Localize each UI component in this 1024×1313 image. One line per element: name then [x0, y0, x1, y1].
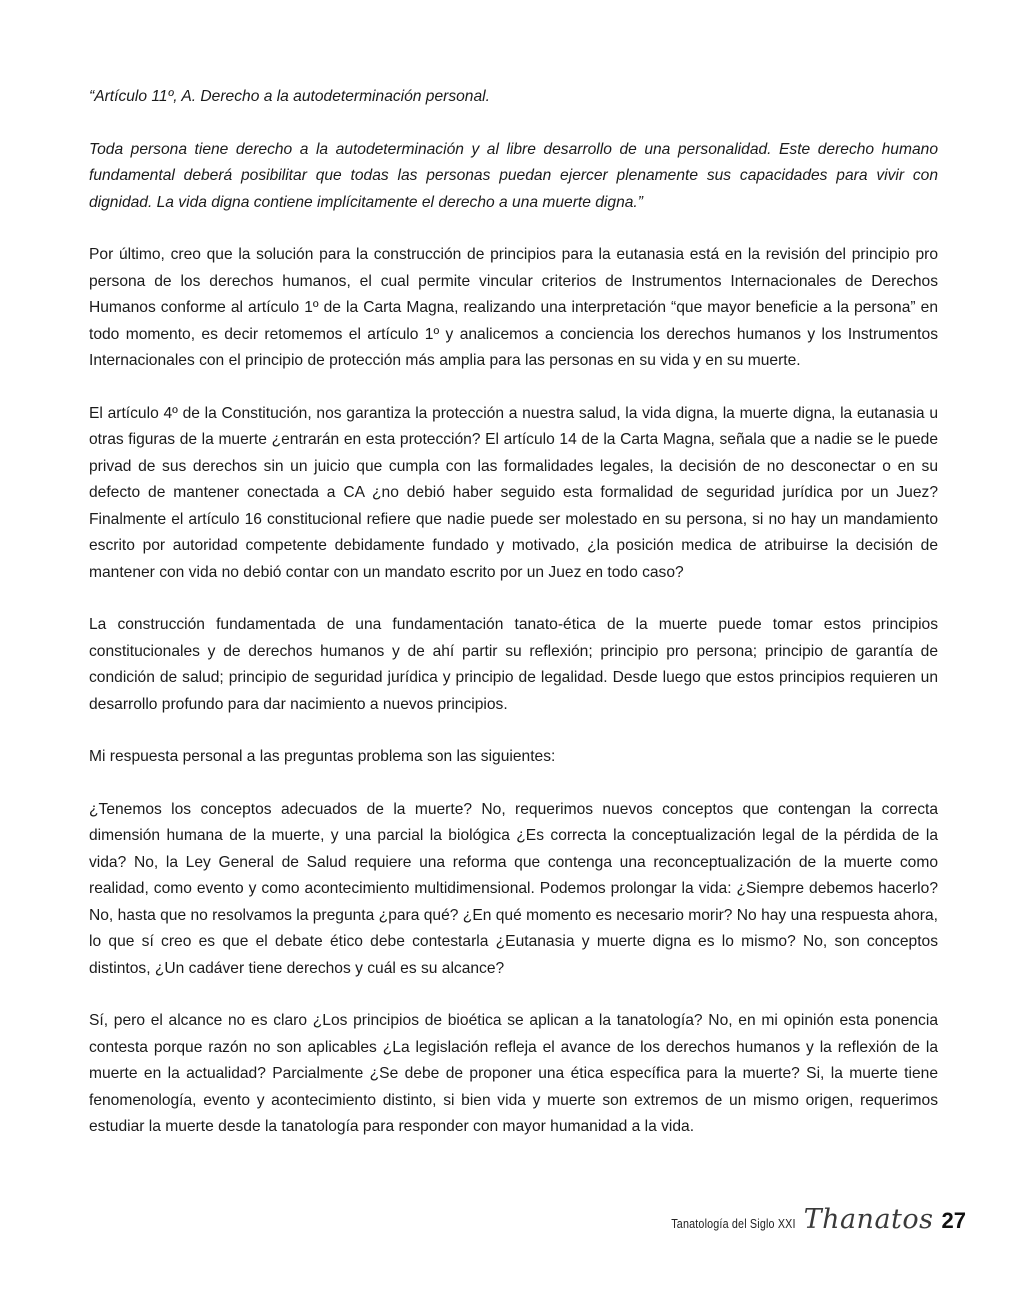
document-body	[89, 84, 938, 1167]
paragraph-pro-persona: Por último, creo que la solución para la construcción de principios para la eutanasia está en la revisión del principio pro persona de los derechos humanos, el cual permite vincular criterios de Instrumentos Internacionales de Derechos Humanos conforme al artículo 1º de la Carta Magna, realizando una interpretación “que mayor beneficie a la persona” en todo momento, es decir retomemos el artículo 1º y analicemos a conciencia los derechos humanos y los Instrumentos Internacionales con el principio de protección más amplia para las personas en su vida y en su muerte.	[89, 246, 938, 369]
paragraph-answers-two: Sí, pero el alcance no es claro ¿Los principios de bioética se aplican a la tanatología? No, en mi opinión esta ponencia contesta porque razón no son aplicables ¿La legislación refleja el avance de los derechos humanos y la reflexión de la muerte en la actualidad? Parcialmente ¿Se debe de proponer una ética específica para la muerte? Si, la muerte tiene fenomenología, evento y acontecimiento distinto, si bien vida y muerte son extremos de un mismo origen, requerimos estudiar la muerte desde la tanatología para responder con mayor humanidad a la vida.	[89, 1012, 938, 1135]
paragraph-constitution-articles: El artículo 4º de la Constitución, nos garantiza la protección a nuestra salud, la vida digna, la muerte digna, la eutanasia u otras figuras de la muerte ¿entrarán en esta protección? El artículo 14 de la Carta Magna, señala que a nadie se le puede privad de sus derechos sin un juicio que cumpla con las formalidades legales, la decisión de no desconectar o en su defecto de mantener conectada a CA ¿no debió haber seguido esta formalidad de seguridad jurídica por un Juez? Finalmente el artículo 16 constitucional refiere que nadie puede ser molestado en su persona, si no hay un mandamiento escrito por autoridad competente debidamente fundado y motivado, ¿la posición medica de atribuirse la decisión de mantener con vida no debió contar con un mandato escrito por un Juez en todo caso?	[89, 404, 938, 581]
page-footer	[651, 1204, 966, 1235]
paragraph-answers-intro: Mi respuesta personal a las preguntas problema son las siguientes:	[89, 748, 556, 765]
paragraph-answers-one: ¿Tenemos los conceptos adecuados de la muerte? No, requerimos nuevos conceptos que contengan la correcta dimensión humana de la muerte, y una parcial la biológica ¿Es correcta la conceptualización legal de la pérdida de la vida? No, la Ley General de Salud requiere una reforma que contenga una reconceptualización de la muerte como realidad, como evento y como acontecimiento multidimensional. Podemos prolongar la vida: ¿Siempre debemos hacerlo? No, hasta que no resolvamos la pregunta ¿para qué? ¿En qué momento es necesario morir? No hay una respuesta ahora, lo que sí creo es que el debate ético debe contestarla ¿Eutanasia y muerte digna es lo mismo? No, son conceptos distintos, ¿Un cadáver tiene derechos y cuál es su alcance?	[89, 800, 938, 977]
page-number: 27	[941, 1208, 966, 1233]
quote-heading: “Artículo 11º, A. Derecho a la autodeterminación personal.	[89, 88, 490, 105]
footer-series-title: Tanatología del Siglo XXI	[671, 1217, 796, 1231]
footer-brand-logo: Thanatos	[803, 1204, 934, 1235]
paragraph-tanato-ethics: La construcción fundamentada de una fundamentación tanato-ética de la muerte puede tomar estos principios constitucionales y de derechos humanos y de ahí partir su reflexión; principio pro persona; principio de garantía de condición de salud; principio de seguridad jurídica y principio de legalidad. Desde luego que estos principios requieren un desarrollo profundo para dar nacimiento a nuevos principios.	[89, 616, 938, 713]
quote-body: Toda persona tiene derecho a la autodeterminación y al libre desarrollo de una personalidad. Este derecho humano fundamental deberá posibilitar que todas las personas puedan ejercer plenamente sus capacidades para vivir con dignidad. La vida digna contiene implícitamente el derecho a una muerte digna.”	[89, 140, 938, 211]
